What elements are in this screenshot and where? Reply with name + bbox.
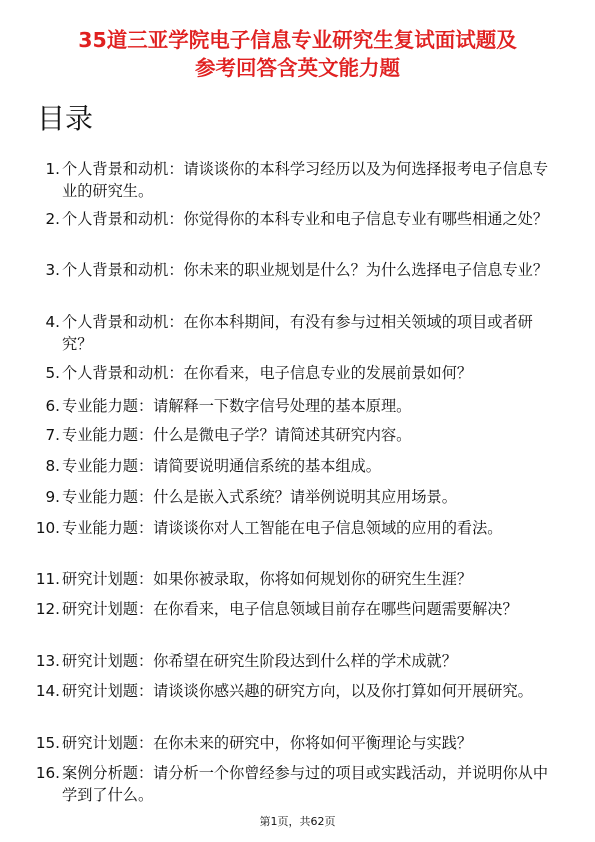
- toc-item[interactable]: [34, 517, 564, 539]
- toc-item-text: 专业能力题：什么是微电子学？请简述其研究内容。: [62, 426, 412, 444]
- toc-item[interactable]: [34, 568, 564, 590]
- toc-item-number: 5.: [45, 364, 60, 382]
- toc-item-number: 15.: [35, 734, 60, 752]
- toc-item-text: 研究计划题：在你看来，电子信息领域目前存在哪些问题需要解决？: [62, 600, 518, 618]
- toc-item-number: 16.: [35, 764, 60, 782]
- toc-heading: 目录: [37, 102, 94, 135]
- toc-item-number: 3.: [45, 261, 60, 279]
- toc-item-text: 研究计划题：在你未来的研究中，你将如何平衡理论与实践？: [62, 734, 473, 752]
- toc-item-number: 1.: [45, 160, 60, 178]
- toc-item-number: 12.: [35, 600, 60, 618]
- toc-item-text: 个人背景和动机：请谈谈你的本科学习经历以及为何选择报考电子信息专业的研究生。: [62, 160, 548, 200]
- toc-item[interactable]: [34, 311, 564, 355]
- toc-item-text: 研究计划题：你希望在研究生阶段达到什么样的学术成就？: [62, 652, 457, 670]
- toc-item[interactable]: [34, 424, 564, 446]
- page-footer: 第1页，共62页: [259, 815, 336, 828]
- toc-item[interactable]: [34, 598, 564, 620]
- toc-item[interactable]: [34, 680, 564, 702]
- toc-item-text: 个人背景和动机：你未来的职业规划是什么？为什么选择电子信息专业？: [62, 261, 548, 279]
- toc-item[interactable]: [34, 158, 564, 202]
- toc-item-text: 研究计划题：如果你被录取，你将如何规划你的研究生生涯？: [62, 570, 473, 588]
- toc-item-text: 案例分析题：请分析一个你曾经参与过的项目或实践活动，并说明你从中学到了什么。: [62, 764, 548, 804]
- toc-item[interactable]: [34, 486, 564, 508]
- toc-item[interactable]: [34, 208, 564, 230]
- toc-item-text: 个人背景和动机：你觉得你的本科专业和电子信息专业有哪些相通之处？: [62, 210, 548, 228]
- toc-item[interactable]: [34, 455, 564, 477]
- toc-item-number: 14.: [35, 682, 60, 700]
- toc-item[interactable]: [34, 395, 564, 417]
- toc-item[interactable]: [34, 762, 564, 806]
- toc-item-text: 专业能力题：请简要说明通信系统的基本组成。: [62, 457, 381, 475]
- toc-item[interactable]: [34, 650, 564, 672]
- title-line-2: 参考回答含英文能力题: [195, 56, 400, 80]
- toc-item[interactable]: [34, 732, 564, 754]
- toc-item-number: 9.: [45, 488, 60, 506]
- toc-item-number: 13.: [35, 652, 60, 670]
- toc-item[interactable]: [34, 362, 564, 384]
- toc-item-number: 6.: [45, 397, 60, 415]
- toc-item-text: 专业能力题：请解释一下数字信号处理的基本原理。: [62, 397, 412, 415]
- toc-item-text: 专业能力题：什么是嵌入式系统？请举例说明其应用场景。: [62, 488, 457, 506]
- toc-item-number: 10.: [35, 519, 60, 537]
- toc-item[interactable]: [34, 259, 564, 281]
- title-line-1: 35道三亚学院电子信息专业研究生复试面试题及: [78, 28, 517, 52]
- toc-item-text: 个人背景和动机：在你看来，电子信息专业的发展前景如何？: [62, 364, 473, 382]
- toc-item-number: 11.: [35, 570, 60, 588]
- toc-item-text: 专业能力题：请谈谈你对人工智能在电子信息领域的应用的看法。: [62, 519, 503, 537]
- toc-item-number: 4.: [45, 313, 60, 331]
- toc-item-number: 8.: [45, 457, 60, 475]
- document-title: [40, 26, 555, 82]
- toc-item-text: 个人背景和动机：在你本科期间，有没有参与过相关领域的项目或者研究？: [62, 313, 533, 353]
- toc-item-number: 7.: [45, 426, 60, 444]
- toc-item-number: 2.: [45, 210, 60, 228]
- toc-item-text: 研究计划题：请谈谈你感兴趣的研究方向，以及你打算如何开展研究。: [62, 682, 533, 700]
